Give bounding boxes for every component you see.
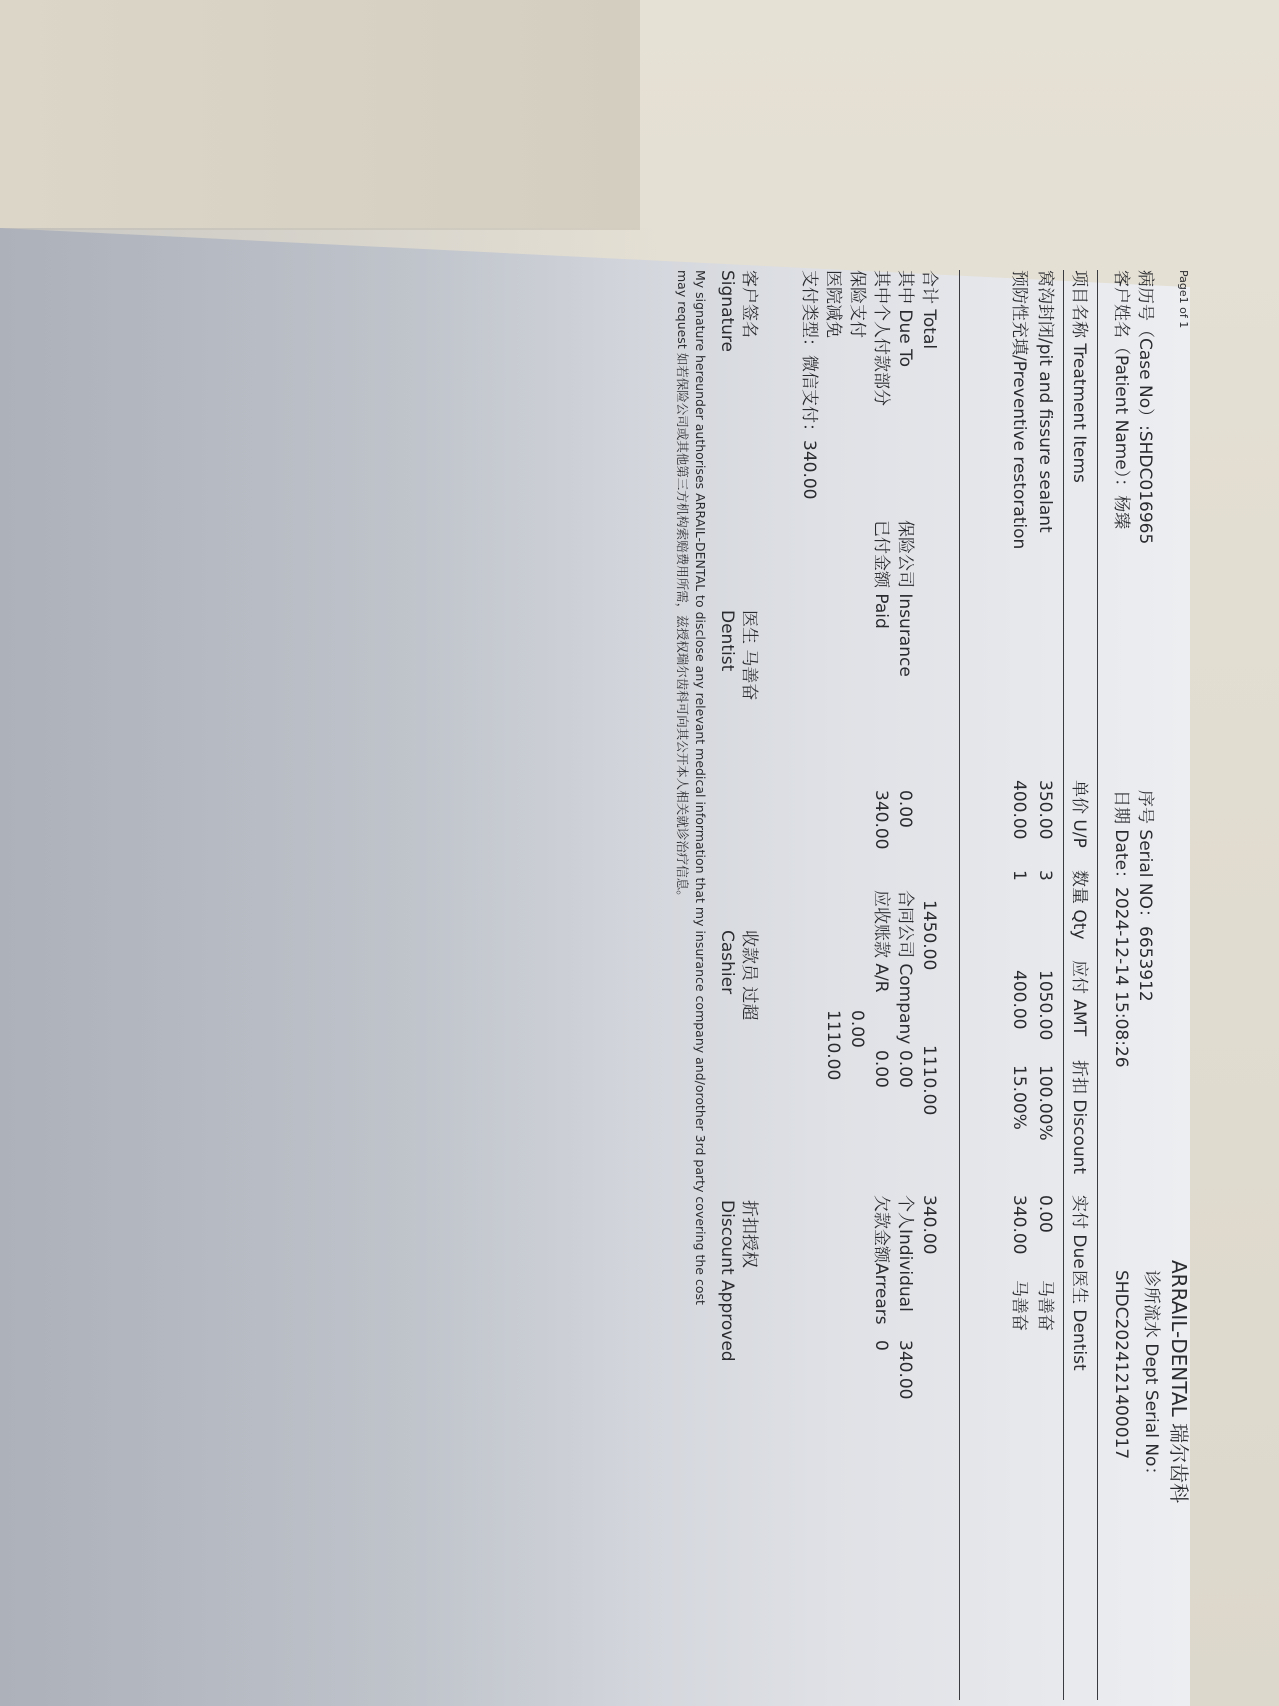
insurance-label: 保险公司 Insurance [895,520,915,677]
col-header-items: 项目名称 Treatment Items [1069,270,1089,483]
dept-serial-label: 诊所流水 Dept Serial No： [1141,1270,1161,1484]
arrears-value: 0 [871,1340,891,1351]
dentist-signature-en: Dentist [717,610,737,672]
company-value: 0.00 [895,1050,915,1088]
table-row-qty: 3 [1035,870,1055,881]
discount-approval-cn: 折扣授权 [739,1200,759,1268]
table-row-item: 预防性充填/Preventive restoration [1009,270,1029,550]
customer-signature-en: Signature [717,270,737,353]
total-discount: 1110.00 [919,1045,939,1116]
total-label: 合计 Total [919,270,939,350]
cashier-signature-cn: 收款员 过超 [739,930,759,1021]
insurance-value: 0.00 [895,790,915,828]
header-rule-top [1097,270,1098,1700]
table-row-up: 350.00 [1035,780,1055,840]
cashier-signature-en: Cashier [717,930,737,995]
serial-number: 序号 Serial NO：6653912 [1135,790,1155,1002]
header-rule-bottom [1063,270,1064,1700]
table-row-amt: 1050.00 [1035,970,1055,1041]
total-amount: 1450.00 [919,900,939,971]
table-row-discount: 100.00% [1035,1065,1055,1141]
col-header-dentist: 医生 Dentist [1069,1270,1089,1371]
hospital-waiver-value: 1110.00 [823,1010,843,1081]
col-header-up: 单价 U/P [1069,780,1089,848]
discount-approval-en: Discount Approved [717,1200,737,1362]
receipt-date: 日期 Date：2024-12-14 15:08:26 [1111,790,1131,1068]
paid-value: 340.00 [871,790,891,850]
table-row-dentist: 马善奋 [1035,1280,1055,1331]
dentist-signature-cn: 医生 马善奋 [739,610,759,701]
customer-signature-cn: 客户签名 [739,270,759,338]
table-row-up: 400.00 [1009,780,1029,840]
receipt-content [410,270,1190,1700]
table-row-due: 0.00 [1035,1195,1055,1233]
ar-value: 0.00 [871,1050,891,1088]
hospital-waiver-label: 医院减免 [823,270,843,338]
patient-name: 客户姓名（Patient Name）：杨臻 [1111,270,1131,530]
col-header-discount: 折扣 Discount [1069,1060,1089,1175]
dept-serial-value: SHDC2024121400017 [1111,1270,1131,1460]
due-to-label: 其中 Due To [895,270,915,368]
brand-title: ARRAIL-DENTAL 瑞尔齿科 [1167,1260,1191,1504]
totals-rule-top [959,270,960,1700]
disclosure-line-2: may request 如若保险公司或其他第三方机构索赔费用所需，兹授权瑞尔齿科可向其公开本人相关就诊治疗信息。 [675,270,690,903]
col-header-qty: 数量 Qty [1069,870,1089,940]
ar-label: 应收账款 A/R [871,890,891,993]
table-row-dentist: 马善奋 [1009,1280,1029,1331]
insurance-pay-value: 0.00 [847,1010,867,1048]
col-header-amt: 应付 AMT [1069,960,1089,1037]
paid-label: 已付金额 Paid [871,520,891,629]
insurance-pay-label: 保险支付 [847,270,867,338]
table-row-due: 340.00 [1009,1195,1029,1255]
table-row-amt: 400.00 [1009,970,1029,1030]
table-row-item: 窝沟封闭/pit and fissure sealant [1035,270,1055,533]
table-row-qty: 1 [1009,870,1029,881]
page-indicator: Page1 of 1 [1177,270,1190,329]
personal-payment-label: 其中个人付款部分 [871,270,891,406]
table-row-discount: 15.00% [1009,1065,1029,1130]
total-due: 340.00 [919,1195,939,1255]
individual-value: 340.00 [895,1340,915,1400]
arrears-label: 欠款金额Arrears [871,1195,891,1325]
case-number: 病历号（Case No）:SHDC016965 [1135,270,1155,545]
col-header-due: 实付 Due [1069,1195,1089,1269]
company-label: 合同公司 Company [895,890,915,1045]
payment-type: 支付类型：微信支付：340.00 [799,270,819,500]
individual-label: 个人Individual [895,1195,915,1312]
disclosure-line-1: My signature hereunder authorises ARRAIL-DENTAL to disclose any relevant medical information that my insurance company and/orother 3rd party covering the cost [693,270,708,1305]
background-wall [0,0,640,230]
